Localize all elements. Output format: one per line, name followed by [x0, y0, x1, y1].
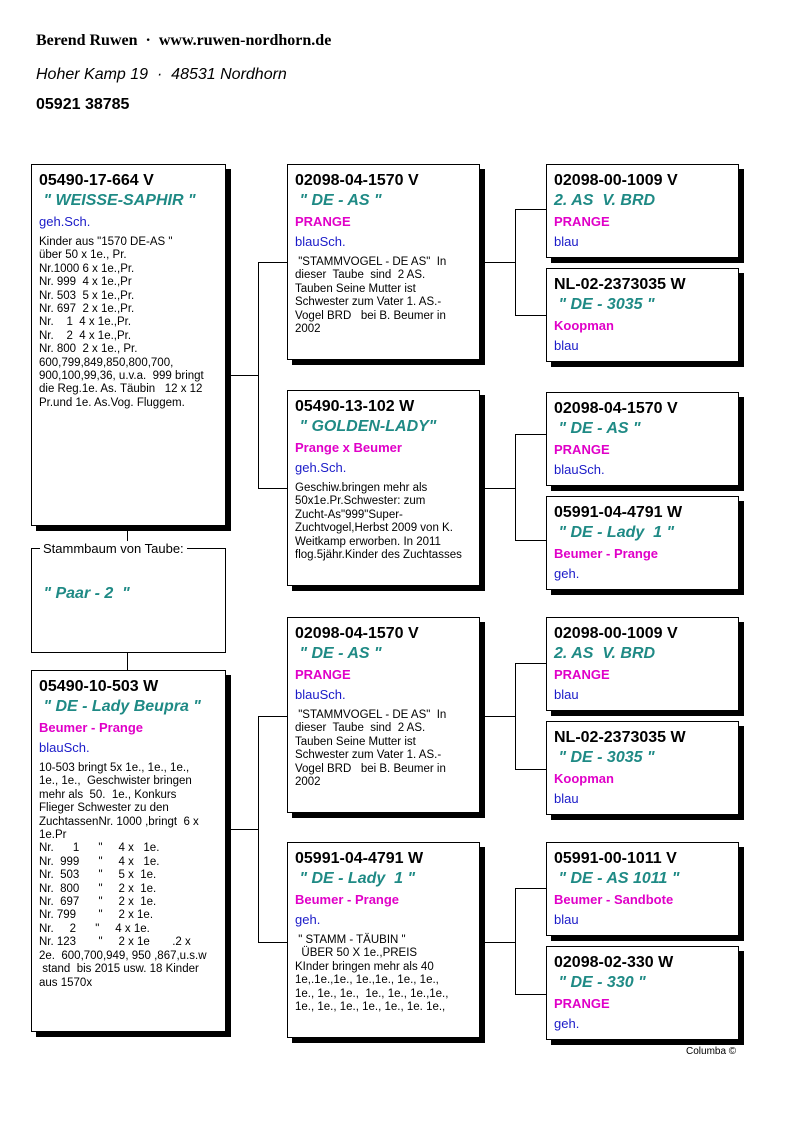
- ring-number: 05490-17-664 V: [39, 172, 154, 189]
- color: blauSch.: [554, 462, 605, 477]
- color: blau: [554, 791, 579, 806]
- breeder: PRANGE: [554, 667, 610, 682]
- pigeon-card-dam: [31, 670, 226, 1032]
- pigeon-name: " GOLDEN-LADY": [295, 418, 437, 435]
- description: Kinder aus "1570 DE-AS " über 50 x 1e., Pr. Nr.1000 6 x 1e.,Pr. Nr. 999 4 x 1e.,Pr Nr. 503 5 x 1e.,Pr. Nr. 697 2 x 1e.,Pr. Nr. 1 4 x 1e.,Pr. Nr. 2 4 x 1e.,Pr. Nr. 800 2 x 1e., Pr. 600,799,849,850,800,700, 900,100,99,36, u.v.a. 999 bringt die Reg.1e. As. Täubin 12 x 12 Pr.und 1e. As.Vog. Fluggem.: [39, 236, 204, 409]
- pigeon-card-sire-sire: [287, 164, 480, 360]
- breeder: Beumer - Prange: [295, 892, 400, 907]
- pigeon-card-dam-dam: [287, 842, 480, 1038]
- pigeon-name: 2. AS V. BRD: [554, 192, 656, 209]
- connector: [515, 315, 547, 316]
- pigeon-card-sss: [546, 164, 739, 258]
- color: blau: [554, 338, 579, 353]
- connector: [258, 716, 288, 717]
- breeder-address: Hoher Kamp 19 · 48531 Nordhorn: [36, 66, 287, 83]
- connector: [515, 434, 516, 540]
- breeder: PRANGE: [554, 996, 610, 1011]
- color: geh.Sch.: [39, 214, 91, 229]
- ring-number: 02098-04-1570 V: [295, 625, 419, 642]
- ring-number: 05991-04-4791 W: [295, 850, 424, 867]
- breeder-phone: 05921 38785: [36, 96, 130, 113]
- pigeon-name: " DE - Lady 1 ": [554, 524, 675, 541]
- connector: [515, 888, 516, 994]
- breeder: Beumer - Prange: [554, 546, 659, 561]
- pigeon-card-dsd: [546, 721, 739, 815]
- pigeon-name: " WEISSE-SAPHIR ": [39, 192, 196, 209]
- description: "STAMMVOGEL - DE AS" In dieser Taube sind 2 AS. Tauben Seine Mutter ist Schwester zum Vater 1. AS.- Vogel BRD bei B. Beumer in 2002: [295, 709, 447, 789]
- pigeon-card-ssd: [546, 268, 739, 362]
- color: blau: [554, 912, 579, 927]
- pigeon-name: 2. AS V. BRD: [554, 645, 656, 662]
- ring-number: 02098-04-1570 V: [554, 400, 678, 417]
- connector: [226, 829, 258, 830]
- description: " STAMM - TÄUBIN " ÜBER 50 X 1e.,PREIS KInder bringen mehr als 40 1e,.1e.,1e., 1e.,1e., 1e., 1e., 1e., 1e., 1e., 1e., 1e., 1e.,1e., 1e., 1e., 1e., 1e., 1e., 1e. 1e.,: [295, 934, 449, 1014]
- pair-name: " Paar - 2 ": [39, 585, 130, 602]
- connector: [515, 663, 516, 769]
- pigeon-name: " DE - AS ": [295, 192, 382, 209]
- connector: [226, 375, 258, 376]
- connector: [515, 888, 547, 889]
- ring-number: NL-02-2373035 W: [554, 729, 686, 746]
- pigeon-name: " DE - 3035 ": [554, 749, 655, 766]
- pigeon-name: " DE - 330 ": [554, 974, 646, 991]
- connector: [480, 262, 515, 263]
- breeder: Beumer - Prange: [39, 720, 144, 735]
- ring-number: NL-02-2373035 W: [554, 276, 686, 293]
- pigeon-name: " DE - AS 1011 ": [554, 870, 680, 887]
- connector: [515, 209, 516, 315]
- breeder: Beumer - Sandbote: [554, 892, 674, 907]
- pigeon-name: " DE - AS ": [554, 420, 641, 437]
- pigeon-card-sdd: [546, 496, 739, 590]
- description: "STAMMVOGEL - DE AS" In dieser Taube sind 2 AS. Tauben Seine Mutter ist Schwester zum Vater 1. AS.- Vogel BRD bei B. Beumer in 2002: [295, 256, 447, 336]
- breeder: Koopman: [554, 771, 614, 786]
- connector: [480, 488, 515, 489]
- stammbaum-title: Stammbaum von Taube:: [40, 541, 187, 556]
- connector: [258, 262, 259, 488]
- color: geh.: [554, 1016, 580, 1031]
- pigeon-name: " DE - Lady 1 ": [295, 870, 416, 887]
- pigeon-card-sire: [31, 164, 226, 526]
- pigeon-name: " DE - 3035 ": [554, 296, 655, 313]
- ring-number: 02098-00-1009 V: [554, 172, 678, 189]
- color: blau: [554, 687, 579, 702]
- connector: [515, 540, 547, 541]
- breeder: Prange x Beumer: [295, 440, 402, 455]
- breeder: PRANGE: [295, 667, 351, 682]
- connector: [515, 434, 547, 435]
- breeder: PRANGE: [554, 214, 610, 229]
- color: geh.: [554, 566, 580, 581]
- ring-number: 05490-13-102 W: [295, 398, 415, 415]
- pigeon-card-dds: [546, 842, 739, 936]
- footer-credit: Columba ©: [686, 1046, 737, 1057]
- breeder: Koopman: [554, 318, 614, 333]
- connector: [258, 716, 259, 942]
- connector: [480, 716, 515, 717]
- connector: [258, 942, 288, 943]
- connector: [258, 262, 288, 263]
- ring-number: 02098-02-330 W: [554, 954, 674, 971]
- description: Geschiw.bringen mehr als 50x1e.Pr.Schwester: zum Zucht-As"999"Super- Zuchtvogel,Herbst 2009 von K. Weitkamp erworben. In 2011 flog.5jähr.Kinder des Zuchtasses: [295, 482, 462, 562]
- stammbaum-box: [31, 548, 226, 653]
- ring-number: 05991-04-4791 W: [554, 504, 683, 521]
- connector: [515, 209, 547, 210]
- description: 10-503 bringt 5x 1e., 1e., 1e., 1e., 1e., Geschwister bringen mehr als 50. 1e., Konkurs Flieger Schwester zu den ZuchtassenNr. 1000 ,bringt 6 x 1e.Pr Nr. 1 " 4 x 1e. Nr. 999 " 4 x 1e. Nr. 503 " 5 x 1e. Nr. 800 " 2 x 1e. Nr. 697 " 2 x 1e. Nr. 799 " 2 x 1e. Nr. 2 " 4 x 1e. Nr. 123 " 2 x 1e .2 x 2e. 600,700,949, 950 ,867,u.s.w stand bis 2015 usw. 18 Kinder aus 1570x: [39, 762, 207, 989]
- breeder: PRANGE: [295, 214, 351, 229]
- pigeon-name: " DE - AS ": [295, 645, 382, 662]
- connector: [258, 488, 288, 489]
- connector: [515, 994, 547, 995]
- pigeon-card-sire-dam: [287, 390, 480, 586]
- pigeon-card-ddd: [546, 946, 739, 1040]
- color: blau: [554, 234, 579, 249]
- breeder: PRANGE: [554, 442, 610, 457]
- ring-number: 02098-04-1570 V: [295, 172, 419, 189]
- pigeon-card-sds: [546, 392, 739, 486]
- color: blauSch.: [39, 740, 90, 755]
- color: blauSch.: [295, 687, 346, 702]
- breeder-name-website: Berend Ruwen · www.ruwen-nordhorn.de: [36, 32, 332, 49]
- connector: [480, 942, 515, 943]
- connector: [515, 663, 547, 664]
- color: geh.Sch.: [295, 460, 347, 475]
- color: blauSch.: [295, 234, 346, 249]
- connector: [127, 653, 128, 670]
- color: geh.: [295, 912, 321, 927]
- pigeon-card-dam-sire: [287, 617, 480, 813]
- connector: [515, 769, 547, 770]
- pigeon-card-dss: [546, 617, 739, 711]
- ring-number: 05991-00-1011 V: [554, 850, 677, 867]
- pigeon-name: " DE - Lady Beupra ": [39, 698, 201, 715]
- ring-number: 02098-00-1009 V: [554, 625, 678, 642]
- ring-number: 05490-10-503 W: [39, 678, 159, 695]
